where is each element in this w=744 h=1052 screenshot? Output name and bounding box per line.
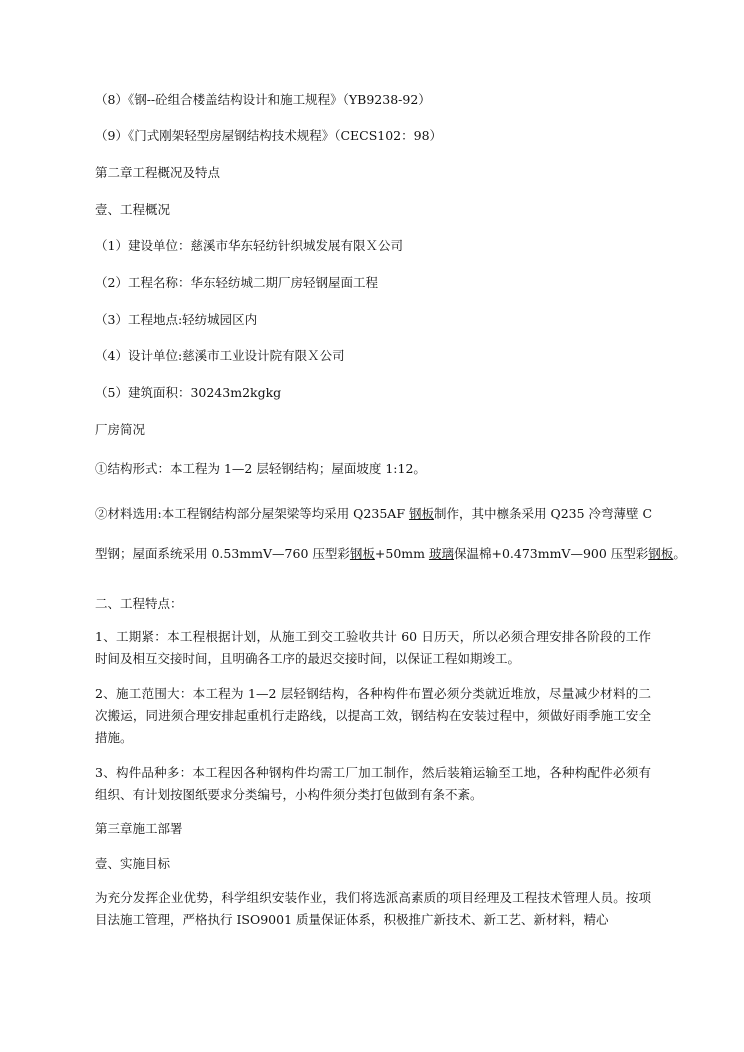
reference-item-9: （9）《门式刚架轻型房屋钢结构技术规程》（CECS102：98） [95, 128, 443, 143]
overview-item-4: （4）设计单位:慈溪市工业设计院有限Ｘ公司 [95, 348, 345, 363]
section-overview-heading: 壹、工程概况 [95, 202, 171, 217]
factory-summary-heading: 厂房简况 [95, 422, 146, 437]
overview-item-3: （3）工程地点:轻纺城园区内 [95, 312, 258, 327]
material-text: +50mm [374, 546, 429, 561]
feature-paragraph-1: 1、工期紧：本工程根据计划，从施工到交工验收共计 60 日历天，所以必须合理安排各阶段的工作时间及相互交接时间，且明确各工序的最迟交接时间，以保证工程如期竣工。 [95, 629, 651, 666]
material-text: ②材料选用:本工程钢结构部分屋架梁等均采用 Q235AF [95, 506, 409, 521]
material-underlined-term: 玻璃 [428, 546, 454, 561]
feature-paragraph-2: 2、施工范围大：本工程为 1—2 层轻钢结构，各种构件布置必须分类就近堆放，尽量减少材料的二次搬运，同进须合理安排起重机行走路线，以提高工效，钢结构在安装过程中，须做好雨季施工安全措施。 [95, 686, 651, 745]
material-underlined-term: 钢板 [408, 506, 434, 521]
features-heading: 二、工程特点： [95, 596, 183, 611]
reference-item-8: （8）《钢--砼组合楼盖结构设计和施工规程》（YB9238-92） [95, 92, 431, 107]
chapter-2-heading: 第二章工程概况及特点 [95, 165, 221, 180]
material-text: 型钢；屋面系统采用 0.53mmV—760 压型彩 [95, 546, 350, 561]
overview-item-1: （1）建设单位：慈溪市华东轻纺针织城发展有限Ｘ公司 [95, 238, 403, 253]
feature-paragraph-3: 3、构件品种多：本工程因各种钢构件均需工厂加工制作，然后装箱运输至工地，各种构配件必须有组织、有计划按图纸要求分类编号，小构件须分类打包做到有条不紊。 [95, 765, 651, 802]
section-goals-heading: 壹、实施目标 [95, 856, 171, 871]
chapter-3-heading: 第三章施工部署 [95, 821, 183, 836]
overview-item-2: （2）工程名称：华东轻纺城二期厂房轻钢屋面工程 [95, 275, 378, 290]
material-text: 保温棉+0.473mmV—900 压型彩 [453, 546, 649, 561]
material-line-1 [95, 505, 655, 523]
overview-item-5: （5）建筑面积：30243m2kgkg [95, 385, 282, 400]
material-text: 制作，其中檩条采用 Q235 冷弯薄壁 C [433, 506, 653, 521]
material-line-2 [95, 545, 686, 563]
material-text: 。 [673, 546, 686, 561]
structure-form-line: ①结构形式：本工程为 1—2 层轻钢结构；屋面坡度 1:12。 [95, 461, 426, 476]
goals-paragraph: 为充分发挥企业优势，科学组织安装作业，我们将选派高素质的项目经理及工程技术管理人员。按项目法施工管理，严格执行 ISO9001 质量保证体系，积极推广新技术、新工艺、新材料，精心 [95, 890, 651, 927]
material-underlined-term: 钢板 [349, 546, 375, 561]
material-underlined-term: 钢板 [648, 546, 674, 561]
